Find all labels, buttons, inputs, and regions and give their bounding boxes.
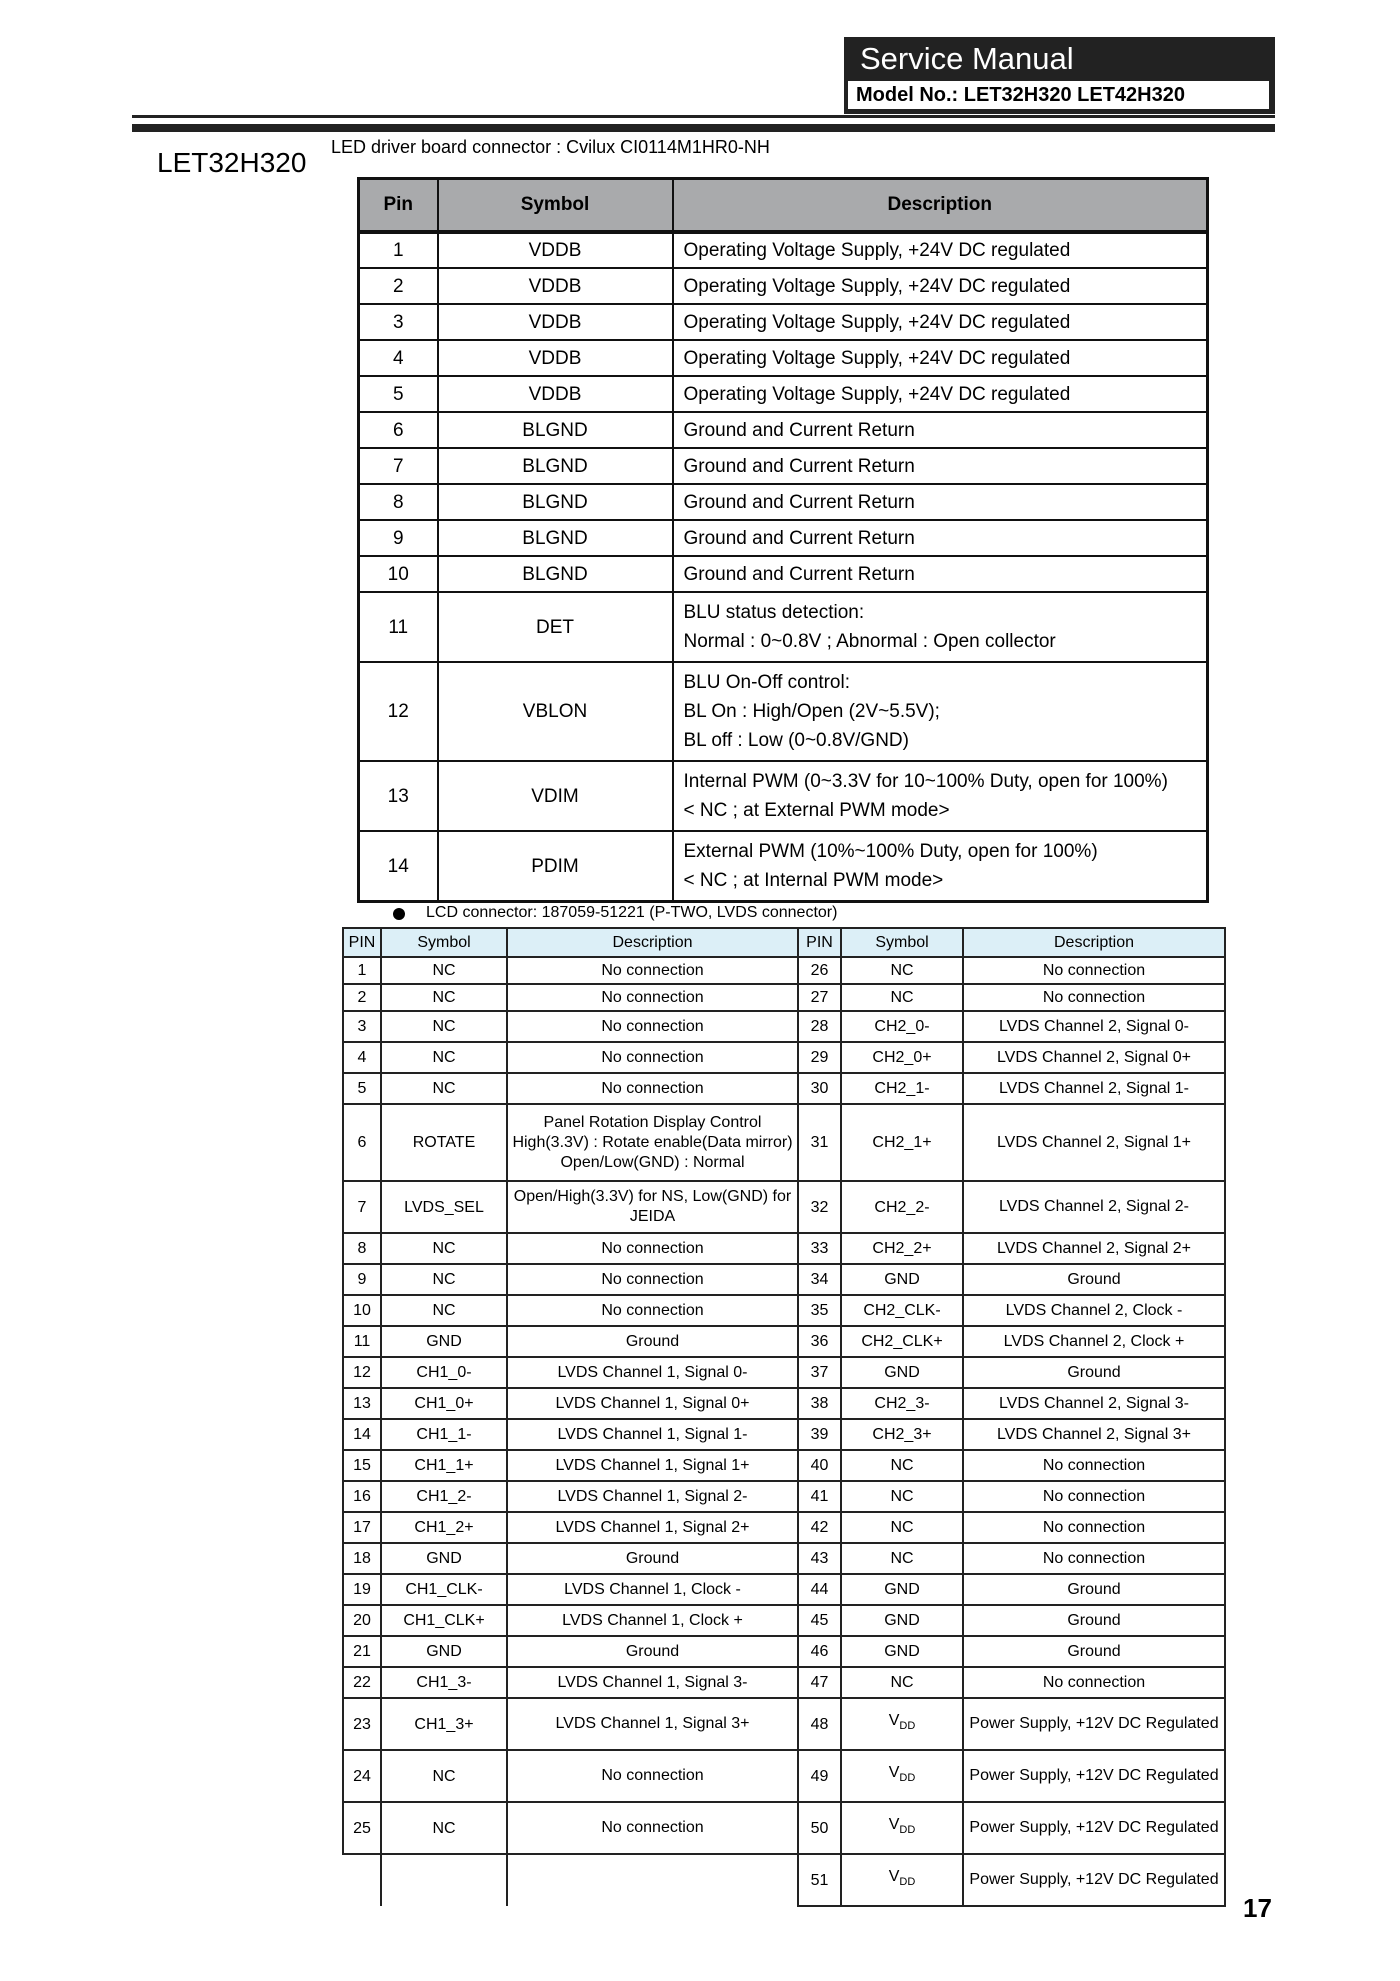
table-row <box>359 412 1208 448</box>
symbol-cell: CH1_3+ <box>381 1698 507 1750</box>
description-cell: Power Supply, +12V DC Regulated <box>963 1802 1225 1854</box>
pin-cell: 13 <box>359 761 438 831</box>
manual-title: Service Manual <box>860 41 1074 76</box>
symbol-cell: LVDS_SEL <box>381 1181 507 1233</box>
pin-cell: 1 <box>343 957 381 984</box>
led-connector-caption: LED driver board connector : Cvilux CI0114M1HR0-NH <box>331 137 770 157</box>
pin-cell: 13 <box>343 1388 381 1419</box>
pin-cell: 29 <box>798 1042 841 1073</box>
description-cell: No connection <box>507 1750 798 1802</box>
symbol-cell: GND <box>381 1326 507 1357</box>
pin-cell: 48 <box>798 1698 841 1750</box>
table-row <box>343 1233 1225 1264</box>
description-line: Ground and Current Return <box>683 563 915 585</box>
description-cell: LVDS Channel 1, Clock - <box>507 1574 798 1605</box>
description-cell: LVDS Channel 1, Signal 2- <box>507 1481 798 1512</box>
symbol-cell: NC <box>841 1512 963 1543</box>
pin-cell <box>343 1854 381 1906</box>
description-line: Ground and Current Return <box>683 455 915 477</box>
pin-cell: 3 <box>359 304 438 340</box>
table-row <box>343 1357 1225 1388</box>
symbol-cell: CH1_CLK+ <box>381 1605 507 1636</box>
description-line: BL off : Low (0~0.8V/GND) <box>683 730 909 751</box>
symbol-cell: NC <box>841 957 963 984</box>
pin-cell: 2 <box>343 984 381 1011</box>
pin-cell: 4 <box>343 1042 381 1073</box>
pin-cell: 8 <box>343 1233 381 1264</box>
pin-cell: 6 <box>359 412 438 448</box>
symbol-cell: NC <box>381 984 507 1011</box>
symbol-cell: NC <box>381 1750 507 1802</box>
pin-cell: 8 <box>359 484 438 520</box>
description-cell: Ground <box>963 1264 1225 1295</box>
symbol-cell-vdd: $V_{DD}$ <box>841 1802 963 1854</box>
description-cell: No connection <box>963 1512 1225 1543</box>
symbol-cell: CH1_CLK- <box>381 1574 507 1605</box>
symbol-cell: VDDB <box>438 268 673 304</box>
description-cell: No connection <box>963 957 1225 984</box>
pin-cell: 7 <box>343 1181 381 1233</box>
description-line: Internal PWM (0~3.3V for 10~100% Duty, open for 100%) <box>683 771 1168 792</box>
description-cell: LVDS Channel 2, Signal 1+ <box>963 1104 1225 1181</box>
description-line: Operating Voltage Supply, +24V DC regulated <box>683 383 1071 405</box>
description-cell: LVDS Channel 1, Signal 0+ <box>507 1388 798 1419</box>
description-line: BLU On-Off control: <box>683 672 850 693</box>
symbol-cell: DET <box>438 592 673 662</box>
symbol-cell: CH2_1+ <box>841 1104 963 1181</box>
description-cell: LVDS Channel 1, Signal 2+ <box>507 1512 798 1543</box>
table-row <box>343 1574 1225 1605</box>
symbol-cell: CH1_2- <box>381 1481 507 1512</box>
table-row <box>343 1011 1225 1042</box>
symbol-cell: VDIM <box>438 761 673 831</box>
description-cell: LVDS Channel 1, Clock + <box>507 1605 798 1636</box>
pin-cell: 36 <box>798 1326 841 1357</box>
pin-cell: 41 <box>798 1481 841 1512</box>
symbol-cell: BLGND <box>438 412 673 448</box>
description-cell: LVDS Channel 2, Signal 2+ <box>963 1233 1225 1264</box>
symbol-cell: GND <box>841 1605 963 1636</box>
description-cell: Power Supply, +12V DC Regulated <box>963 1698 1225 1750</box>
column-header: Description <box>963 928 1225 957</box>
pin-cell: 47 <box>798 1667 841 1698</box>
symbol-cell: VBLON <box>438 662 673 761</box>
description-cell: LVDS Channel 1, Signal 1+ <box>507 1450 798 1481</box>
pin-cell: 27 <box>798 984 841 1011</box>
pin-cell: 18 <box>343 1543 381 1574</box>
symbol-cell: NC <box>381 1011 507 1042</box>
description-cell <box>673 340 1208 376</box>
description-line: External PWM (10%~100% Duty, open for 100%) <box>683 841 1098 862</box>
table-row <box>359 520 1208 556</box>
symbol-cell <box>381 1854 507 1906</box>
description-line: < NC ; at Internal PWM mode> <box>683 870 944 891</box>
pin-cell: 19 <box>343 1574 381 1605</box>
table-row <box>343 1605 1225 1636</box>
symbol-cell: NC <box>841 1543 963 1574</box>
pin-cell: 31 <box>798 1104 841 1181</box>
description-cell: Ground <box>507 1636 798 1667</box>
table-row <box>359 448 1208 484</box>
table-row <box>343 1419 1225 1450</box>
symbol-cell: VDDB <box>438 232 673 268</box>
description-cell <box>673 448 1208 484</box>
symbol-cell: GND <box>381 1636 507 1667</box>
header-divider-thick <box>132 124 1275 132</box>
symbol-cell: NC <box>381 1295 507 1326</box>
symbol-cell: CH2_1- <box>841 1073 963 1104</box>
table-row <box>343 1388 1225 1419</box>
pin-cell: 10 <box>343 1295 381 1326</box>
description-cell: LVDS Channel 2, Signal 3- <box>963 1388 1225 1419</box>
pin-cell: 7 <box>359 448 438 484</box>
pin-cell: 10 <box>359 556 438 592</box>
pin-cell: 12 <box>343 1357 381 1388</box>
pin-cell: 39 <box>798 1419 841 1450</box>
description-cell: No connection <box>963 1450 1225 1481</box>
pin-cell: 38 <box>798 1388 841 1419</box>
description-cell: No connection <box>963 1667 1225 1698</box>
description-cell: LVDS Channel 1, Signal 1- <box>507 1419 798 1450</box>
description-cell: LVDS Channel 2, Signal 2- <box>963 1181 1225 1233</box>
description-cell: No connection <box>507 1233 798 1264</box>
pin-cell: 51 <box>798 1854 841 1906</box>
description-cell <box>673 268 1208 304</box>
pin-cell: 44 <box>798 1574 841 1605</box>
description-line: Operating Voltage Supply, +24V DC regulated <box>683 311 1071 333</box>
description-cell: Ground <box>507 1543 798 1574</box>
pin-cell: 37 <box>798 1357 841 1388</box>
table-row <box>343 1802 1225 1854</box>
column-header: Symbol <box>381 928 507 957</box>
symbol-cell: CH2_CLK+ <box>841 1326 963 1357</box>
pin-cell: 5 <box>359 376 438 412</box>
pin-cell: 23 <box>343 1698 381 1750</box>
symbol-cell: CH1_3- <box>381 1667 507 1698</box>
description-cell: LVDS Channel 1, Signal 0- <box>507 1357 798 1388</box>
model-number: Model No.: LET32H320 LET42H320 <box>848 81 1269 109</box>
table-row <box>343 984 1225 1011</box>
description-cell <box>673 232 1208 268</box>
table-row <box>343 1450 1225 1481</box>
description-cell <box>673 761 1208 831</box>
description-cell <box>673 484 1208 520</box>
column-header: PIN <box>343 928 381 957</box>
description-line: Ground and Current Return <box>683 527 915 549</box>
description-cell: Panel Rotation Display Control High(3.3V) : Rotate enable(Data mirror) Open/Low(GND) : Normal <box>507 1104 798 1181</box>
symbol-cell: GND <box>841 1264 963 1295</box>
table-row <box>359 831 1208 902</box>
symbol-cell-vdd: $V_{DD}$ <box>841 1854 963 1906</box>
pin-cell: 21 <box>343 1636 381 1667</box>
symbol-cell: CH1_1+ <box>381 1450 507 1481</box>
pin-cell: 11 <box>359 592 438 662</box>
column-header: Pin <box>359 179 438 233</box>
pin-cell: 42 <box>798 1512 841 1543</box>
symbol-cell: CH2_2- <box>841 1181 963 1233</box>
table-row <box>343 1667 1225 1698</box>
description-cell: Power Supply, +12V DC Regulated <box>963 1854 1225 1906</box>
table-row <box>359 484 1208 520</box>
lcd-connector-caption: LCD connector: 187059-51221 (P-TWO, LVDS connector) <box>426 904 838 921</box>
description-line: Operating Voltage Supply, +24V DC regulated <box>683 240 1071 261</box>
pin-cell: 17 <box>343 1512 381 1543</box>
column-header: Description <box>673 179 1208 233</box>
symbol-cell: GND <box>841 1357 963 1388</box>
pin-cell: 24 <box>343 1750 381 1802</box>
pin-cell: 28 <box>798 1011 841 1042</box>
table-row <box>343 1636 1225 1667</box>
model-label: LET32H320 <box>157 147 307 178</box>
table-row <box>343 1073 1225 1104</box>
description-line: Operating Voltage Supply, +24V DC regulated <box>683 347 1071 369</box>
header-divider-thin <box>132 115 1275 118</box>
symbol-cell: BLGND <box>438 484 673 520</box>
table-row <box>343 1104 1225 1181</box>
table-row <box>343 1181 1225 1233</box>
description-cell: No connection <box>507 984 798 1011</box>
header-banner <box>844 37 1275 114</box>
pin-cell: 4 <box>359 340 438 376</box>
symbol-cell: BLGND <box>438 520 673 556</box>
symbol-cell: CH1_0- <box>381 1357 507 1388</box>
table-row <box>343 1264 1225 1295</box>
pin-cell: 9 <box>359 520 438 556</box>
symbol-cell: GND <box>841 1574 963 1605</box>
pin-cell: 43 <box>798 1543 841 1574</box>
table-row <box>343 1750 1225 1802</box>
table-row <box>359 304 1208 340</box>
pin-cell: 6 <box>343 1104 381 1181</box>
symbol-cell: NC <box>381 1264 507 1295</box>
description-cell: LVDS Channel 2, Signal 0+ <box>963 1042 1225 1073</box>
description-line: Ground and Current Return <box>683 491 915 513</box>
table-row <box>359 376 1208 412</box>
table-row <box>343 1543 1225 1574</box>
symbol-cell: CH1_0+ <box>381 1388 507 1419</box>
description-cell: No connection <box>507 957 798 984</box>
symbol-cell: BLGND <box>438 556 673 592</box>
pin-cell: 49 <box>798 1750 841 1802</box>
description-line: < NC ; at External PWM mode> <box>683 800 950 821</box>
description-cell: Ground <box>963 1574 1225 1605</box>
symbol-cell: GND <box>381 1543 507 1574</box>
table-row <box>343 1042 1225 1073</box>
pin-cell: 1 <box>359 232 438 268</box>
description-cell: No connection <box>507 1073 798 1104</box>
description-cell: Ground <box>963 1605 1225 1636</box>
pin-cell: 40 <box>798 1450 841 1481</box>
pin-cell: 5 <box>343 1073 381 1104</box>
table-row <box>343 1854 1225 1906</box>
symbol-cell: NC <box>381 1073 507 1104</box>
description-cell: No connection <box>507 1264 798 1295</box>
symbol-cell: BLGND <box>438 448 673 484</box>
description-cell: LVDS Channel 1, Signal 3- <box>507 1667 798 1698</box>
pin-cell: 22 <box>343 1667 381 1698</box>
description-cell: Open/High(3.3V) for NS, Low(GND) for JEIDA <box>507 1181 798 1233</box>
description-line: Ground and Current Return <box>683 419 915 441</box>
table-row <box>359 592 1208 662</box>
description-cell <box>673 831 1208 902</box>
description-cell: No connection <box>963 984 1225 1011</box>
pin-cell: 11 <box>343 1326 381 1357</box>
symbol-cell-vdd: $V_{DD}$ <box>841 1698 963 1750</box>
pin-cell: 26 <box>798 957 841 984</box>
description-cell: No connection <box>963 1481 1225 1512</box>
description-cell <box>673 412 1208 448</box>
description-line: Operating Voltage Supply, +24V DC regulated <box>683 275 1071 297</box>
description-cell: LVDS Channel 2, Clock + <box>963 1326 1225 1357</box>
pin-cell: 45 <box>798 1605 841 1636</box>
column-header: PIN <box>798 928 841 957</box>
pin-cell: 25 <box>343 1802 381 1854</box>
table-row <box>359 556 1208 592</box>
page-number: 17 <box>1243 1893 1272 1923</box>
pin-cell: 35 <box>798 1295 841 1326</box>
led-driver-connector-table <box>357 177 1209 903</box>
symbol-cell: CH2_0+ <box>841 1042 963 1073</box>
symbol-cell: CH1_2+ <box>381 1512 507 1543</box>
column-header: Symbol <box>438 179 673 233</box>
table-row <box>343 1481 1225 1512</box>
table-row <box>359 268 1208 304</box>
description-cell: No connection <box>507 1802 798 1854</box>
table-header-row <box>359 179 1208 233</box>
column-header: Symbol <box>841 928 963 957</box>
description-cell: Ground <box>507 1326 798 1357</box>
description-cell <box>507 1854 798 1906</box>
description-cell <box>673 376 1208 412</box>
description-line: BL On : High/Open (2V~5.5V); <box>683 701 940 722</box>
description-cell: Ground <box>963 1636 1225 1667</box>
table-row <box>359 232 1208 268</box>
column-header: Description <box>507 928 798 957</box>
description-cell <box>673 556 1208 592</box>
symbol-cell: NC <box>841 984 963 1011</box>
pin-cell: 20 <box>343 1605 381 1636</box>
pin-cell: 2 <box>359 268 438 304</box>
description-cell <box>673 592 1208 662</box>
pin-cell: 12 <box>359 662 438 761</box>
table-header-row <box>343 928 1225 957</box>
description-line: Normal : 0~0.8V ; Abnormal : Open collector <box>683 631 1056 652</box>
symbol-cell: VDDB <box>438 340 673 376</box>
table-row <box>359 340 1208 376</box>
pin-cell: 14 <box>359 831 438 902</box>
pin-cell: 46 <box>798 1636 841 1667</box>
pin-cell: 9 <box>343 1264 381 1295</box>
symbol-cell: ROTATE <box>381 1104 507 1181</box>
table-row <box>343 957 1225 984</box>
table-row <box>359 761 1208 831</box>
description-line: BLU status detection: <box>683 602 865 623</box>
description-cell: LVDS Channel 1, Signal 3+ <box>507 1698 798 1750</box>
symbol-cell: NC <box>381 1233 507 1264</box>
symbol-cell: CH2_3- <box>841 1388 963 1419</box>
symbol-cell: NC <box>381 957 507 984</box>
pin-cell: 3 <box>343 1011 381 1042</box>
description-cell: LVDS Channel 2, Clock - <box>963 1295 1225 1326</box>
symbol-cell: NC <box>841 1667 963 1698</box>
lcd-connector-table <box>342 927 1226 1907</box>
description-cell: No connection <box>507 1011 798 1042</box>
symbol-cell: NC <box>381 1802 507 1854</box>
table-row <box>343 1512 1225 1543</box>
symbol-cell: PDIM <box>438 831 673 902</box>
symbol-cell: VDDB <box>438 304 673 340</box>
symbol-cell: CH2_0- <box>841 1011 963 1042</box>
description-cell: No connection <box>963 1543 1225 1574</box>
table-row <box>343 1698 1225 1750</box>
description-cell: Power Supply, +12V DC Regulated <box>963 1750 1225 1802</box>
pin-cell: 30 <box>798 1073 841 1104</box>
symbol-cell: CH2_2+ <box>841 1233 963 1264</box>
description-cell: LVDS Channel 2, Signal 0- <box>963 1011 1225 1042</box>
description-cell <box>673 662 1208 761</box>
pin-cell: 16 <box>343 1481 381 1512</box>
table-row <box>359 662 1208 761</box>
description-cell <box>673 520 1208 556</box>
description-cell: LVDS Channel 2, Signal 3+ <box>963 1419 1225 1450</box>
pin-cell: 14 <box>343 1419 381 1450</box>
description-cell: Ground <box>963 1357 1225 1388</box>
symbol-cell-vdd: $V_{DD}$ <box>841 1750 963 1802</box>
symbol-cell: NC <box>381 1042 507 1073</box>
pin-cell: 15 <box>343 1450 381 1481</box>
symbol-cell: CH1_1- <box>381 1419 507 1450</box>
pin-cell: 32 <box>798 1181 841 1233</box>
symbol-cell: VDDB <box>438 376 673 412</box>
pin-cell: 34 <box>798 1264 841 1295</box>
pin-cell: 33 <box>798 1233 841 1264</box>
description-cell: No connection <box>507 1295 798 1326</box>
symbol-cell: CH2_CLK- <box>841 1295 963 1326</box>
pin-cell: 50 <box>798 1802 841 1854</box>
symbol-cell: GND <box>841 1636 963 1667</box>
table-row <box>343 1295 1225 1326</box>
symbol-cell: CH2_3+ <box>841 1419 963 1450</box>
symbol-cell: NC <box>841 1450 963 1481</box>
table-row <box>343 1326 1225 1357</box>
description-cell: No connection <box>507 1042 798 1073</box>
description-cell <box>673 304 1208 340</box>
symbol-cell: NC <box>841 1481 963 1512</box>
description-cell: LVDS Channel 2, Signal 1- <box>963 1073 1225 1104</box>
